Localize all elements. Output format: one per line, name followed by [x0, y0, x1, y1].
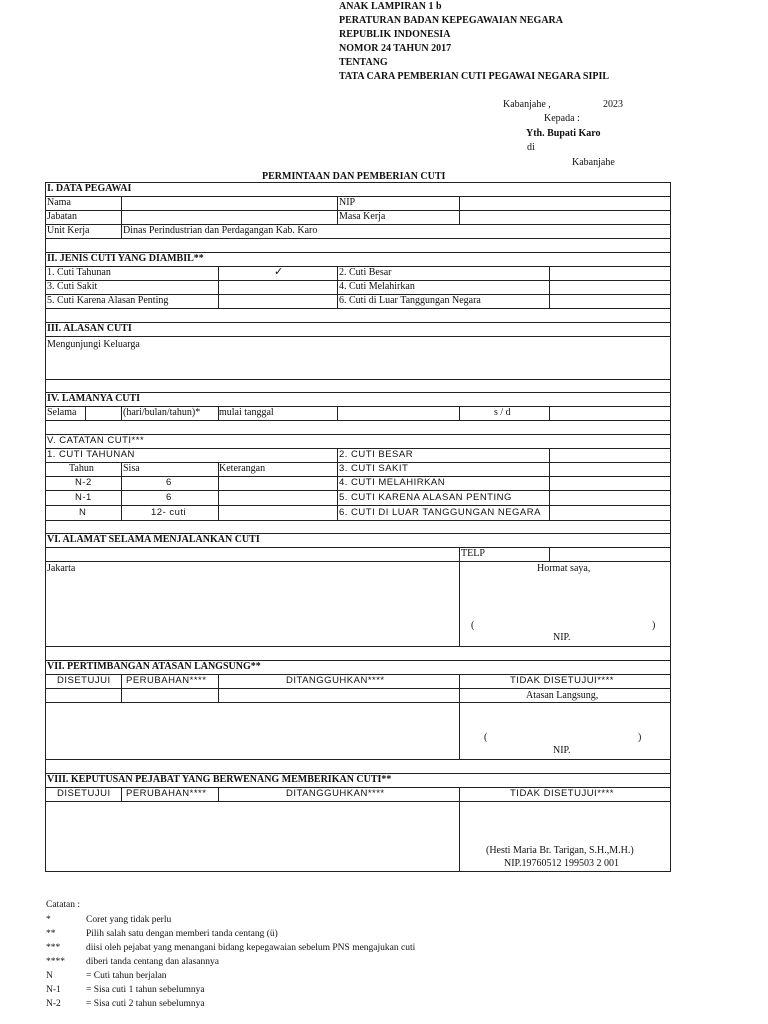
leave-type-important: 5. Cuti Karena Alasan Penting [47, 295, 169, 306]
jabatan-label: Jabatan [47, 211, 77, 222]
row-n2-tahun: N-2 [75, 477, 92, 488]
leave-address: Jakarta [47, 563, 76, 574]
unit-kerja-label: Unit Kerja [47, 225, 90, 236]
section-2-heading: II. JENIS CUTI YANG DIAMBIL** [47, 253, 204, 264]
supervisor-nip: NIP. [553, 745, 571, 756]
record-maternity: 4. CUTI MELAHIRKAN [339, 477, 446, 488]
form-title: PERMINTAAN DAN PEMBERIAN CUTI [262, 171, 446, 182]
col-tahun: Tahun [69, 463, 94, 474]
row-n1-sisa: 6 [166, 492, 172, 503]
col-sisa: Sisa [123, 463, 140, 474]
supervisor-paren-open: ( [484, 732, 488, 743]
note-text: = Sisa cuti 2 tahun sebelumnya [86, 999, 205, 1009]
record-unpaid: 6. CUTI DI LUAR TANGGUNGAN NEGARA [339, 507, 541, 518]
applicant-paren-close: ) [652, 620, 656, 631]
row-n2-sisa: 6 [166, 477, 172, 488]
header-line-3: REPUBLIK INDONESIA [339, 29, 451, 40]
note-text: diberi tanda centang dan alasannya [86, 957, 219, 967]
record-big: 2. CUTI BESAR [339, 449, 414, 460]
telp-label: TELP [461, 548, 485, 559]
masa-kerja-label: Masa Kerja [339, 211, 386, 222]
letter-year: 2023 [603, 99, 623, 110]
nip-label: NIP [339, 197, 356, 208]
col-keterangan: Keterangan [219, 463, 266, 474]
recipient: Yth. Bupati Karo [526, 128, 601, 139]
leave-type-annual: 1. Cuti Tahunan [47, 267, 111, 278]
check-mark-icon: ✓ [274, 266, 284, 278]
note-text: = Cuti tahun berjalan [86, 971, 167, 981]
unit-kerja-value: Dinas Perindustrian dan Perdagangan Kab. Karo [123, 225, 318, 236]
row-n-sisa: 12- cuti [151, 507, 187, 518]
record-important: 5. CUTI KARENA ALASAN PENTING [339, 492, 512, 503]
note-symbol: ** [46, 929, 56, 939]
recipient-city: Kabanjahe [572, 157, 615, 168]
s7-changed: PERUBAHAN**** [126, 675, 207, 686]
leave-type-unpaid: 6. Cuti di Luar Tanggungan Negara [339, 295, 481, 306]
section-6-heading: VI. ALAMAT SELAMA MENJALANKAN CUTI [47, 534, 260, 545]
place-date: Kabanjahe , [503, 99, 551, 110]
annual-leave-label: 1. CUTI TAHUNAN [47, 449, 135, 460]
section-3-heading: III. ALASAN CUTI [47, 323, 132, 334]
note-symbol: N-1 [46, 985, 61, 995]
official-nip: NIP.19760512 199503 2 001 [504, 858, 620, 869]
applicant-nip: NIP. [553, 632, 571, 643]
supervisor-paren-close: ) [638, 732, 642, 743]
note-symbol: N [46, 971, 53, 981]
s7-postponed: DITANGGUHKAN**** [286, 675, 385, 686]
note-symbol: **** [46, 957, 65, 967]
nama-label: Nama [47, 197, 71, 208]
s7-approved: DISETUJUI [57, 675, 111, 686]
section-7-heading: VII. PERTIMBANGAN ATASAN LANGSUNG** [47, 661, 261, 672]
section-4-heading: IV. LAMANYA CUTI [47, 393, 141, 404]
note-text: = Sisa cuti 1 tahun sebelumnya [86, 985, 205, 995]
leave-type-maternity: 4. Cuti Melahirkan [339, 281, 415, 292]
header-line-2: PERATURAN BADAN KEPEGAWAIAN NEGARA [339, 15, 563, 26]
s8-rejected: TIDAK DISETUJUI**** [510, 788, 614, 799]
supervisor-label: Atasan Langsung, [526, 690, 599, 701]
s8-approved: DISETUJUI [57, 788, 111, 799]
s8-postponed: DITANGGUHKAN**** [286, 788, 385, 799]
di-label: di [527, 142, 535, 153]
official-name: (Hesti Maria Br. Tarigan, S.H.,M.H.) [486, 845, 634, 856]
leave-type-big: 2. Cuti Besar [339, 267, 392, 278]
s7-rejected: TIDAK DISETUJUI**** [510, 675, 614, 686]
applicant-paren-open: ( [471, 620, 475, 631]
note-text: Coret yang tidak perlu [86, 915, 172, 925]
note-symbol: * [46, 915, 51, 925]
header-line-6: TATA CARA PEMBERIAN CUTI PEGAWAI NEGARA SIPIL [339, 71, 610, 82]
header-line-4: NOMOR 24 TAHUN 2017 [339, 43, 452, 54]
leave-reason: Mengunjungi Keluarga [47, 339, 140, 350]
note-text: Pilih salah satu dengan memberi tanda centang (ü) [86, 929, 278, 939]
section-8-heading: VIII. KEPUTUSAN PEJABAT YANG BERWENANG MEMBERIKAN CUTI** [47, 774, 392, 785]
regards-label: Hormat saya, [537, 563, 591, 574]
note-text: diisi oleh pejabat yang menangani bidang kepegawaian sebelum PNS mengajukan cuti [86, 943, 416, 953]
section-5-heading: V. CATATAN CUTI*** [47, 435, 145, 446]
notes-title: Catatan : [46, 900, 81, 910]
note-symbol: N-2 [46, 999, 61, 1009]
start-date-label: mulai tanggal [219, 407, 274, 418]
to-label: Kepada : [544, 113, 580, 124]
header-line-5: TENTANG [339, 57, 388, 68]
until-label: s / d [494, 407, 511, 418]
row-n1-tahun: N-1 [75, 492, 92, 503]
section-1-heading: I. DATA PEGAWAI [47, 183, 132, 194]
row-n-tahun: N [79, 507, 87, 518]
duration-label: Selama [47, 407, 77, 418]
duration-unit: (hari/bulan/tahun)* [123, 407, 201, 418]
s8-changed: PERUBAHAN**** [126, 788, 207, 799]
note-symbol: *** [46, 943, 61, 953]
record-sick: 3. CUTI SAKIT [339, 463, 409, 474]
leave-type-sick: 3. Cuti Sakit [47, 281, 98, 292]
header-line-1: ANAK LAMPIRAN 1 b [339, 1, 442, 12]
